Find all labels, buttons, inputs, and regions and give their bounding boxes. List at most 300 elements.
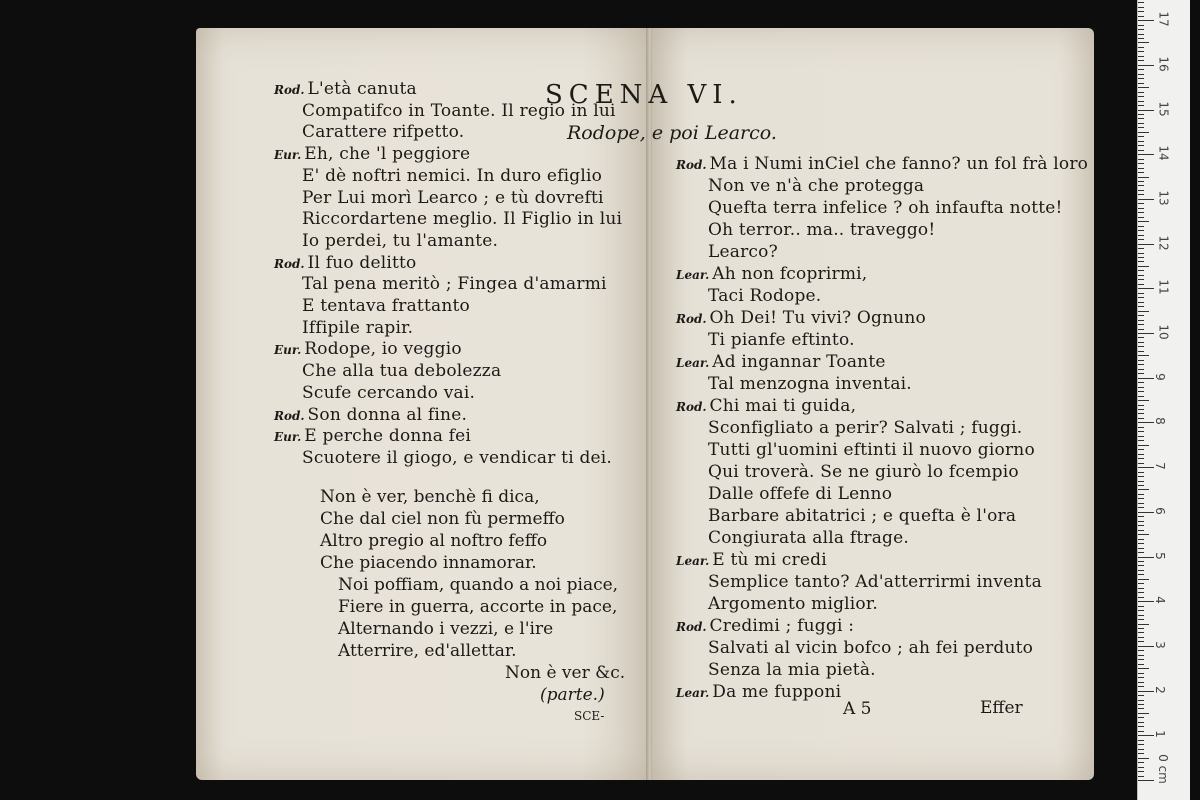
ruler-tick [1138,25,1144,26]
verse-line [302,165,602,187]
verse-text: Che alla tua debolezza [302,361,502,382]
ruler-tick [1138,530,1144,531]
verse-line [708,461,1019,483]
verse-text: Senza la mia pietà. [708,660,876,680]
verse-text: Argomento miglior. [708,594,878,614]
ruler-tick [1138,373,1144,374]
ruler-tick [1138,378,1154,379]
ruler-tick [1138,610,1144,611]
ruler-number: 17 [1156,11,1171,27]
verse-line [708,241,778,263]
verse-line [676,263,867,286]
verse-text: Non ve n'à che protegga [708,176,925,196]
verse-text: E tentava frattanto [302,296,470,316]
aria-line: Che piacendo innamorar. [320,553,537,573]
verse-line [708,505,1016,527]
ruler-tick [1138,92,1144,93]
ruler-tick [1138,583,1144,584]
ruler-tick [1138,212,1144,213]
verse-line [302,382,475,404]
ruler-tick [1138,320,1144,321]
aria-line: Altro pregio al noftro feffo [320,531,548,551]
ruler-tick [1138,463,1144,464]
ruler-tick [1138,431,1144,432]
ruler-tick [1138,776,1144,777]
exit-direction: (parte.) [540,685,605,705]
ruler-tick [1138,521,1144,522]
ruler-tick [1138,123,1144,124]
ruler-tick [1138,34,1144,35]
verse-text: E perche donna fei [304,426,472,447]
ruler-tick [1138,65,1154,66]
ruler-number: 10 [1156,324,1171,340]
ruler-tick [1138,646,1154,647]
ruler-number: 15 [1156,100,1171,117]
verse-line [676,153,1088,176]
ruler-tick [1138,154,1154,155]
ruler-tick [1138,127,1144,128]
ruler-tick [1138,650,1144,651]
verse-text: Ad ingannar Toante [712,352,886,372]
verse-line [274,425,471,448]
ruler-tick [1138,226,1144,227]
ruler-number: 3 [1152,641,1167,649]
ruler-tick [1138,472,1144,473]
scene-subtitle: Rodope, e poi Learco. [567,122,777,144]
ruler-tick [1138,114,1144,115]
ruler-tick [1138,677,1144,678]
ruler-tick [1138,83,1144,84]
right-catchword: Effer [980,698,1023,718]
verse-text: Ti pianfe eftinto. [708,330,855,350]
aria-line: Noi poffiam, quando a noi piace, [338,575,619,595]
ruler-tick [1138,297,1144,298]
ruler-tick [1138,194,1144,195]
ruler-tick [1138,557,1154,558]
ruler-tick [1138,38,1144,39]
verse-text: Learco? [708,242,778,262]
ruler-tick [1138,762,1144,763]
speaker-label: Lear. [676,356,710,370]
ruler-tick [1138,485,1144,486]
verse-line [302,121,464,143]
verse-line [274,78,417,101]
verse-line [708,659,876,681]
speaker-label: Rod. [676,158,707,172]
ruler-number: 9 [1152,372,1167,381]
verse-line [302,447,612,469]
ruler-tick [1138,601,1154,602]
verse-text: Tutti gl'uomini eftinti il nuovo giorno [708,440,1035,460]
verse-line [274,404,467,427]
ruler-tick [1138,534,1149,535]
verse-text: Quefta terra infelice ? oh infaufta notte! [708,198,1063,218]
verse-text: Scufe cercando vai. [302,382,476,403]
verse-line [676,351,886,374]
ruler-tick [1138,409,1144,410]
ruler-tick [1138,561,1144,562]
ruler-tick [1138,329,1144,330]
verse-text: Credimi ; fuggi : [709,616,855,636]
ruler-tick [1138,717,1144,718]
ruler-tick [1138,177,1149,178]
ruler-tick [1138,284,1144,285]
ruler-tick [1138,704,1144,705]
ruler-tick [1138,637,1144,638]
ruler-tick [1138,780,1154,781]
verse-text: Tal pena meritò ; Fingea d'amarmi [302,274,607,295]
ruler-tick [1138,525,1144,526]
ruler-number: 2 [1152,685,1167,694]
ruler-tick [1138,261,1144,262]
verse-text: Oh Dei! Tu vivi? Ognuno [709,308,926,328]
ruler-tick [1138,570,1144,571]
ruler-tick [1138,185,1144,186]
ruler-number: 16 [1156,56,1171,72]
ruler-tick [1138,624,1149,625]
verse-text: Qui troverà. Se ne giurò lo fcempio [708,462,1019,482]
ruler-tick [1138,606,1144,607]
ruler-tick [1138,136,1144,137]
speaker-label: Eur. [274,148,302,163]
ruler-tick [1138,619,1144,620]
verse-line [708,285,821,307]
ruler-tick [1138,565,1144,566]
ruler-tick [1138,253,1144,254]
ruler-tick [1138,489,1149,490]
ruler-tick [1138,713,1149,714]
ruler-tick [1138,498,1144,499]
verse-text: Taci Rodope. [708,286,822,306]
verse-line [708,219,935,241]
ruler-tick [1138,382,1144,383]
verse-text: Barbare abitatrici ; e quefta è l'ora [708,506,1017,526]
ruler-tick [1138,172,1144,173]
aria-line: Che dal ciel non fù permeffo [320,509,565,529]
aria-line: Alternando i vezzi, e l'ire [338,619,554,639]
ruler-number: 1 [1152,730,1167,739]
verse-text: Eh, che 'l peggiore [304,144,471,165]
verse-text: Da me fupponi [712,682,842,702]
ruler-tick [1138,655,1144,656]
ruler-number: 14 [1156,145,1171,161]
ruler-tick [1138,458,1144,459]
speaker-label: Eur. [274,343,302,358]
verse-line [676,615,854,638]
speaker-label: Rod. [676,620,707,634]
ruler-tick [1138,311,1149,312]
ruler-tick [1138,87,1149,88]
ruler-tick [1138,758,1149,759]
verse-line [274,143,470,166]
ruler-tick [1138,78,1144,79]
ruler-tick [1138,691,1154,692]
ruler-number: 5 [1152,551,1167,560]
ruler-tick [1138,333,1154,334]
ruler-tick [1138,221,1149,222]
ruler-tick [1138,512,1154,513]
verse-line [302,187,604,209]
ruler-tick [1138,208,1144,209]
verse-text: Scuotere il giogo, e vendicar ti dei. [302,447,613,468]
verse-text: Congiurata alla ftrage. [708,528,909,548]
ruler-tick [1138,548,1144,549]
verse-text: Tal menzogna inventai. [708,374,912,394]
speaker-label: Rod. [274,83,305,97]
ruler-tick [1138,516,1144,517]
aria-line: Non è ver, benchè fi dica, [320,487,540,507]
verse-line [274,252,417,275]
ruler-number: 6 [1152,506,1167,515]
ruler-tick [1138,248,1144,249]
verse-text: Io perdei, tu l'amante. [302,230,499,251]
ruler-tick [1138,494,1144,495]
ruler-tick [1138,427,1144,428]
verse-line [708,373,912,395]
verse-line [708,571,1042,593]
ruler-tick [1138,168,1144,169]
ruler-number: 8 [1152,417,1167,426]
ruler-tick [1138,422,1154,423]
ruler-tick [1138,132,1149,133]
ruler-tick [1138,467,1154,468]
ruler-tick [1138,2,1144,3]
ruler-tick [1138,668,1149,669]
ruler-tick [1138,141,1144,142]
speaker-label: Rod. [676,312,707,326]
verse-text: Ma i Numi inCiel che fanno? un fol frà loro [709,154,1089,174]
verse-line [708,329,855,351]
ruler-tick [1138,346,1144,347]
verse-line [302,208,622,230]
ruler-tick [1138,387,1144,388]
ruler-tick [1138,726,1144,727]
ruler-tick [1138,659,1144,660]
verse-text: E' dè noftri nemici. In duro efiglio [302,165,603,186]
verse-line [708,417,1022,439]
ruler-tick [1138,69,1144,70]
ruler-tick [1138,29,1144,30]
verse-line [302,230,498,252]
ruler-tick [1138,257,1144,258]
ruler-tick [1138,42,1149,43]
ruler-tick [1138,396,1144,397]
ruler-tick [1138,695,1144,696]
speaker-label: Eur. [274,430,302,445]
ruler-number: 11 [1156,279,1171,295]
ruler-tick [1138,145,1144,146]
ruler-tick [1138,342,1144,343]
ruler-tick [1138,641,1144,642]
verse-text: E tù mi credi [712,550,827,570]
ruler-tick [1138,7,1144,8]
ruler-tick [1138,74,1144,75]
verse-text: Riccordartene meglio. Il Figlio in lui [302,209,623,230]
verse-line [676,307,926,330]
ruler-tick [1138,60,1144,61]
verse-line [274,338,462,361]
ruler-tick [1138,266,1149,267]
verse-text: Oh terror.. ma.. traveggo! [708,220,936,240]
ruler-tick [1138,664,1144,665]
ruler-tick [1138,110,1154,111]
ruler-tick [1138,744,1144,745]
ruler-tick [1138,159,1144,160]
ruler-tick [1138,673,1144,674]
speaker-label: Lear. [676,686,710,700]
speaker-label: Rod. [274,408,305,423]
ruler-tick [1138,239,1144,240]
verse-text: Sconfigliato a perir? Salvati ; fuggi. [708,418,1023,438]
ruler-tick [1138,632,1144,633]
ruler-tick [1138,682,1144,683]
ruler-tick [1138,436,1144,437]
ruler-tick [1138,275,1144,276]
ruler-tick [1138,355,1149,356]
ruler-tick [1138,235,1144,236]
ruler-tick [1138,324,1144,325]
ruler-tick [1138,288,1154,289]
ruler-tick [1138,118,1144,119]
ruler-tick [1138,16,1144,17]
ruler-number: 7 [1152,462,1167,470]
ruler-tick [1138,306,1144,307]
ruler-tick [1138,686,1144,687]
verse-text: Son donna al fine. [307,404,468,425]
ruler-tick [1138,731,1144,732]
verse-line [676,395,856,418]
verse-text: Dalle offefe di Lenno [708,484,893,504]
scene-title: SCENA VI. [545,80,743,110]
ruler-tick [1138,20,1154,21]
speaker-label: Lear. [676,268,710,282]
verse-text: Rodope, io veggio [304,339,462,360]
ruler-tick [1138,105,1144,106]
verse-line [302,317,413,339]
ruler-tick [1138,279,1144,280]
verse-line [708,175,924,197]
aria-line: Fiere in guerra, accorte in pace, [338,597,618,617]
ruler-tick [1138,413,1144,414]
ruler-tick [1138,163,1144,164]
ruler-tick [1138,56,1144,57]
ruler-tick [1138,230,1144,231]
ruler-tick [1138,440,1144,441]
ruler-tick [1138,552,1144,553]
ruler-tick [1138,47,1144,48]
ruler-tick [1138,400,1149,401]
verse-text: Carattere rifpetto. [302,122,465,143]
ruler-tick [1138,217,1144,218]
signature-mark: A 5 [843,699,872,719]
ruler-tick [1138,507,1144,508]
ruler-tick [1138,203,1144,204]
ruler-tick [1138,445,1149,446]
ruler-tick [1138,722,1144,723]
ruler-tick [1138,11,1144,12]
ruler-tick [1138,753,1144,754]
ruler-tick [1138,181,1144,182]
left-catchword: SCE- [574,709,605,723]
ruler-tick [1138,364,1144,365]
ruler-tick [1138,315,1144,316]
ruler-tick [1138,503,1144,504]
ruler-tick [1138,539,1144,540]
ruler-tick [1138,454,1144,455]
ruler-tick [1138,771,1144,772]
verse-text: Il fuo delitto [307,252,417,273]
ruler-tick [1138,302,1144,303]
ruler-tick [1138,369,1144,370]
aria-line: Atterrire, ed'allettar. [338,641,517,661]
ruler-tick [1138,337,1144,338]
ruler-tick [1138,96,1144,97]
verse-text: L'età canuta [307,79,417,99]
speaker-label: Rod. [676,400,707,414]
verse-line [708,439,1035,461]
ruler-tick [1138,150,1144,151]
verse-line [676,681,841,704]
verse-line [708,483,892,505]
ruler-tick [1138,449,1144,450]
ruler-tick [1138,579,1149,580]
verse-line [302,295,470,317]
ruler-tick [1138,735,1154,736]
verse-text: Ah non fcoprirmi, [712,264,868,284]
ruler-tick [1138,615,1144,616]
ruler-tick [1138,588,1144,589]
ruler-tick [1138,270,1144,271]
speaker-label: Lear. [676,554,710,568]
verse-text: Chi mai ti guida, [709,396,857,416]
verse-line [302,360,501,382]
ruler-tick [1138,405,1144,406]
ruler-tick [1138,628,1144,629]
ruler-tick [1138,700,1144,701]
verse-line [708,593,878,615]
ruler-tick [1138,597,1144,598]
ruler-tick [1138,592,1144,593]
verse-line [302,273,607,295]
verse-text: Compatifco in Toante. Il regio in lui [302,100,616,121]
verse-text: Per Lui morì Learco ; e tù dovrefti [302,187,604,208]
ruler-tick [1138,543,1144,544]
verse-text: Salvati al vicin bofco ; ah fei perduto [708,638,1034,658]
ruler-tick [1138,391,1144,392]
ruler-number: 12 [1156,234,1171,251]
da-capo-line: Non è ver &c. [505,663,626,683]
ruler-tick [1138,708,1144,709]
ruler-tick [1138,481,1144,482]
verse-line [708,197,1063,219]
ruler-tick [1138,749,1144,750]
speaker-label: Rod. [274,256,305,271]
ruler-tick [1138,574,1144,575]
ruler-tick [1138,418,1144,419]
verse-text: Semplice tanto? Ad'atterrirmi inventa [708,572,1042,592]
ruler-tick [1138,476,1144,477]
verse-line [708,527,909,549]
ruler-tick [1138,293,1144,294]
ruler-number: 13 [1156,190,1171,206]
ruler-tick [1138,767,1144,768]
verse-text: Iffipile rapir. [302,317,414,338]
measurement-ruler [1137,0,1190,800]
ruler-tick [1138,244,1154,245]
ruler-tick [1138,190,1144,191]
verse-line [676,549,827,572]
ruler-tick [1138,199,1154,200]
